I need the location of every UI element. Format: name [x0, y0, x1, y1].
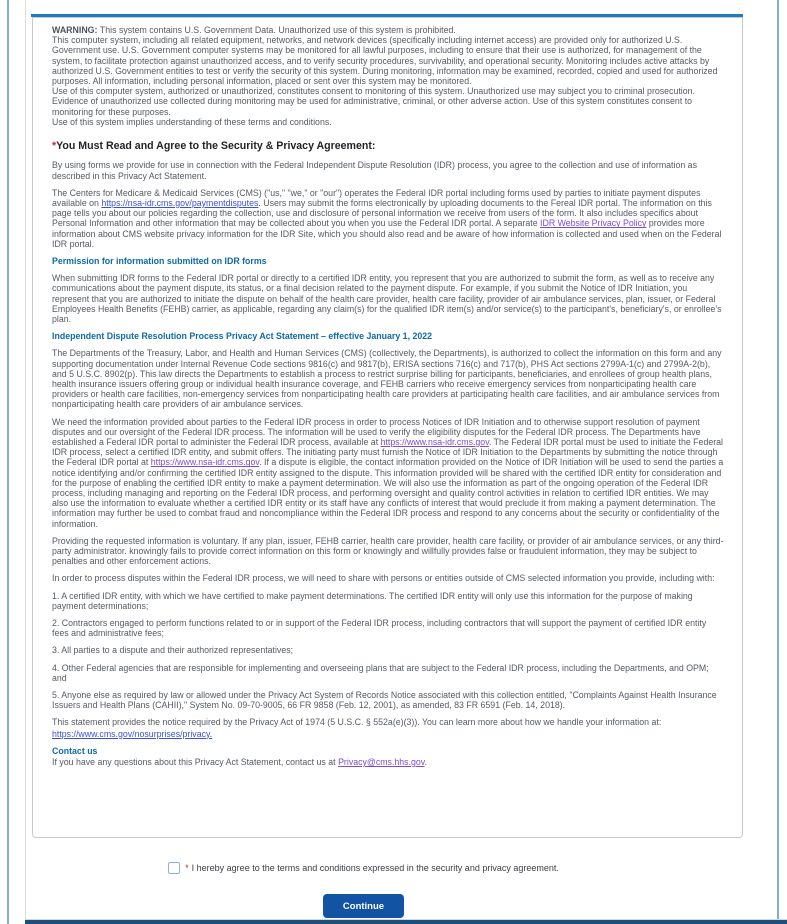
left-inner-divider: [25, 0, 26, 924]
list-item-4: 4. Other Federal agencies that are responsible for implementing and overseeing plans that are subject to the Federal IDR process, including the Departments, and OPM; and: [52, 662, 709, 683]
agreement-heading: *You Must Read and Agree to the Security & Privacy Agreement:: [52, 140, 376, 153]
required-asterisk: *: [185, 863, 189, 873]
sharing-intro-paragraph: In order to process disputes within the Federal IDR process, we will need to share with persons or entities outside of CMS selected information you provide, including with:: [52, 573, 715, 584]
permission-paragraph: When submitting IDR forms to the Federal IDR portal or directly to a certified IDR entity, you represent that you are authorized to submit the form, as well as to receive any communications about the payment dispute, its status, or a final decision related to the payment dispute. For example, if you submit the Notice of IDR Initiation, you represent that you are authorized to initiate the dispute on behalf of the health care provider, health care facility, provider of air ambulance services, plan, issuer, or Federal Employees Health Benefits (FEHB) carrier, as applicable, regarding any claim(s) for the qualified IDR item(s) and/or service(s) to the participant's, beneficiary's, or enrollee's plan.: [52, 273, 722, 324]
warning-label: WARNING:: [52, 25, 100, 35]
nsa-idr-portal-link[interactable]: https://www.nsa-idr.cms.gov: [380, 436, 489, 447]
contact-us-paragraph: If you have any questions about this Privacy Act Statement, contact us at Privacy@cms.hhs.gov.: [52, 757, 428, 768]
warning-line: Use of this computer system, authorized or unauthorized, constitutes consent to monitoring of this system. Unauthorized use may subject you to criminal prosecution. Evidence of unauthorized use collected during monitoring may be used for administrative, criminal, or other adverse action. Use of this system constitutes consent to monitoring for these purposes.: [52, 86, 695, 117]
payment-disputes-link[interactable]: https://nsa-idr.cms.gov/paymentdisputes: [101, 197, 259, 208]
left-frame-border: [7, 0, 9, 924]
idr-website-privacy-policy-link[interactable]: IDR Website Privacy Policy: [540, 218, 647, 229]
nosurprises-privacy-link[interactable]: https://www.cms.gov/nosurprises/privacy.: [52, 728, 213, 739]
nsa-idr-portal-link-2[interactable]: https://www.nsa-idr.cms.gov: [150, 457, 260, 468]
permission-subheading: Permission for information submitted on IDR forms: [52, 255, 267, 266]
required-asterisk: *: [52, 140, 57, 153]
list-item-1: 1. A certified IDR entity, with which we have certified to make payment determinations. The certified IDR entity will only use this information for the purpose of making payment determinations;: [52, 590, 693, 611]
intro-paragraph: By using forms we provide for use in connection with the Federal Independent Dispute Resolution (IDR) process, you agree to the collection and use of information as described in this Privacy Act Statement.: [52, 160, 697, 181]
privacy-act-notice-paragraph: This statement provides the notice required by the Privacy Act of 1974 (5 U.S.C. § 552a(e)(3)). You can learn more about how we handle your information at:: [52, 717, 662, 728]
privacy-agreement-card: [32, 17, 743, 838]
continue-button[interactable]: Continue: [323, 894, 404, 918]
consent-section: [32, 858, 743, 918]
warning-notice: [52, 25, 725, 127]
warning-line: Use of this system implies understanding of these terms and conditions.: [52, 116, 332, 127]
warning-line: WARNING: This system contains U.S. Government Data. Unauthorized use of this system is prohibited.: [52, 25, 456, 35]
agreement-content: [52, 140, 725, 767]
agree-row: [8, 858, 719, 878]
privacy-email-link[interactable]: Privacy@cms.hhs.gov: [338, 757, 425, 768]
cms-operates-paragraph: The Centers for Medicare & Medicaid Services (CMS) ("us," "we," or "our") operates the Federal IDR portal including forms used by parties to initiate payment disputes available on https://nsa-idr.cms.gov/paymentdisputes. Users may submit the forms electronically by uploading documents to the Fereal IDR portal. The information on this page tells you about our policies regarding the collection, use and disclosure of personal information we receive from users of the form. It also includes specifics about Personal Information and other information that may be collected about you when you use the Federal IDR portal. A separate IDR Website Privacy Policy provides more information about CMS website privacy information for the IDR Site, which you should also read and be aware of how information is collected and used when on the Federal IDR portal.: [52, 187, 722, 249]
agree-checkbox[interactable]: [168, 862, 180, 874]
list-item-2: 2. Contractors engaged to perform functions related to or in support of the Federal IDR process, including contractors that will support the payment of certified IDR entity fees and administrative fees;: [52, 618, 707, 639]
privacy-act-subheading: Independent Dispute Resolution Process Privacy Act Statement – effective January 1, 2022: [52, 331, 433, 342]
right-frame-border: [777, 0, 779, 924]
departments-authority-paragraph: The Departments of the Treasury, Labor, and Health and Human Services (CMS) (collectively, the Departments), is authorized to collect the information on this form and any supporting documentation under Internal Revenue Code sections 9816(c) and 9817(b), ERISA sections 716(c) and 717(b), PHS Act sections 2799A-1(c) and 2799A-2(b), and 5 U.S.C. 8902(p). This law directs the Departments to establish a process to restrict surprise billing for participants, beneficiaries, and enrollees of group health plans, health insurance issuers offering group or individual health insurance coverage, and FEHB carriers who receive emergency services from nonparticipating health care providers or health care facilities, non-emergency services from nonparticipating health care providers at participating health care facilities, and air ambulance services from nonparticipating health care providers of air ambulance services.: [52, 348, 722, 410]
nosurprises-privacy-line: [52, 729, 725, 739]
list-item-3: 3. All parties to a dispute and their authorized representatives;: [52, 645, 294, 656]
footer-bar: [25, 920, 787, 924]
information-use-paragraph: We need the information provided about parties to the Federal IDR process in order to process Notices of IDR Initiation and to otherwise support resolution of payment disputes and our oversight of the Federal IDR process. The information will be used to verify the eligibility disputes for the Federal IDR process. The Departments have established a Federal IDR portal to administer the Federal IDR process, available at https://www.nsa-idr.cms.gov. The Federal IDR portal must be used to initiate the Federal IDR process, select a certified IDR entity, and submit offers. The initiating party must furnish the Notice of IDR Initiation to the Departments by submitting the notice through the Federal IDR portal at https://www.nsa-idr.cms.gov. If a dispute is eligible, the contact information provided on the Notice of IDR Initiation will be used to send the parties a notice identifying and/or confirming the certified IDR entity assigned to the dispute. This information provided will be shared with the certified IDR entity for consideration and for the purpose of enabling the certified IDR entity to make a payment determination. We will also use the information as part of the ongoing operation of the Federal IDR process, including managing and reporting on the Federal IDR process, and performing oversight and quality control activities in relation to certified IDR entities. We may also use the information to evaluate whether a certified IDR entity or its staff have any conflicts of interest that would preclude it from making a payment determination. The information may further be used to combat fraud and noncompliance within the Federal IDR process and respond to any concerns about the security or confidentiality of the information.: [52, 416, 724, 529]
voluntary-paragraph: Providing the requested information is voluntary. If any plan, issuer, FEHB carrier, health care provider, health care facility, or provider of air ambulance services, or any third-party administrator. knowingly fails to provide correct information on this form or knowingly and willfully provides false or fraudulent information, they may be subject to penalties and other enforcement actions.: [52, 535, 724, 567]
agree-label: I hereby agree to the terms and conditions expressed in the security and privacy agreement.: [191, 863, 559, 873]
warning-line: This computer system, including all related equipment, networks, and network devices (specifically including internet access) are provided only for authorized U.S. Government use. U.S. Government computer systems may be monitored for all lawful purposes, including to ensure that their use is authorized, for management of the system, to facilitate protection against unauthorized access, and to verify security procedures, survivability, and operational security. Monitoring includes active attacks by authorized U.S. Government entities to test or verify the security of this system. During monitoring, information may be examined, recorded, copied and used for authorized purposes. All information, including personal information, placed or sent over this system may be monitored.: [52, 35, 718, 87]
contact-us-subheading: Contact us: [52, 745, 98, 756]
list-item-5: 5. Anyone else as required by law or allowed under the Privacy Act System of Records Notice associated with this collection entitled, "Complaints Against Health Insurance Issuers and Health Plans (CAHII)," System No. 09-70-9005, 66 FR 9858 (Feb. 12, 2001), as amended, 83 FR 6591 (Feb. 14, 2018).: [52, 690, 717, 711]
